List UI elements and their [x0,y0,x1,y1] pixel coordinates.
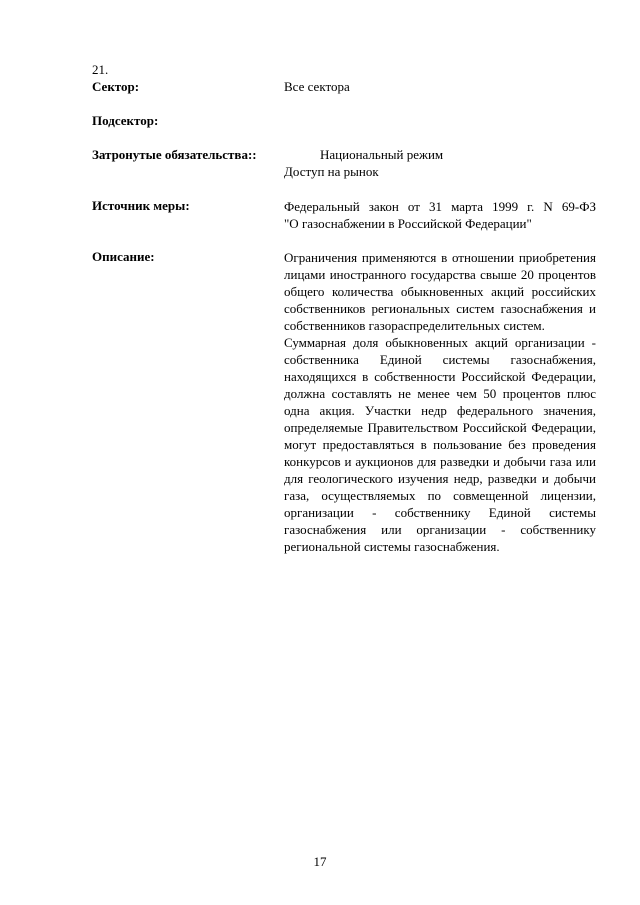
description-line: Суммарная доля обыкновенных акций организации - [284,335,596,350]
source-line: Федеральный закон от 31 марта 1999 г. N 69-ФЗ [284,199,596,214]
description-value [284,249,596,555]
description-line: определяемые Правительством Российской Федерации, [284,420,596,435]
subsector-label: Подсектор: [92,113,159,128]
sector-label: Сектор: [92,79,140,94]
description-line: могут предоставляться в пользование без проведения [284,437,596,452]
obligations-label: Затронутые обязательства:: [92,147,257,162]
sector-value: Все сектора [284,79,350,94]
description-line: лицами иностранного государства свыше 20 процентов [284,267,596,282]
description-line: общего количества обыкновенных акций российских [284,284,596,299]
source-label: Источник меры: [92,198,190,213]
description-line: газоснабжения или организации - собственнику [284,522,596,537]
description-line: региональной системы газоснабжения. [284,539,500,554]
description-line: для геологического изучения недр, разведки и добычи [284,471,596,486]
obligations-value-national: Национальный режим [320,147,444,162]
entry-number: 21. [92,62,109,77]
source-line: "О газоснабжении в Российской Федерации" [284,216,532,231]
description-line: собственников газораспределительных систем. [284,318,545,333]
page-number: 17 [313,854,327,869]
source-value [284,198,596,232]
description-line: Ограничения применяются в отношении приобретения [284,250,596,265]
description-line: конкурсов и аукционов для разведки и добычи газа или [284,454,596,469]
description-line: одна акция. Участки недр федерального значения, [284,403,596,418]
description-line: газа, осуществляемых по совмещенной лицензии, [284,488,596,503]
description-line: находящихся в собственности Российской Федерации, [284,369,596,384]
description-line: собственника Единой системы газоснабжения, [284,352,596,367]
description-label: Описание: [92,249,155,264]
description-line: должна составлять не менее чем 50 процентов плюс [284,386,596,401]
obligations-value-market-access: Доступ на рынок [284,164,379,179]
description-line: организации - собственнику Единой системы [284,505,596,520]
description-line: собственников региональных систем газоснабжения и [284,301,596,316]
